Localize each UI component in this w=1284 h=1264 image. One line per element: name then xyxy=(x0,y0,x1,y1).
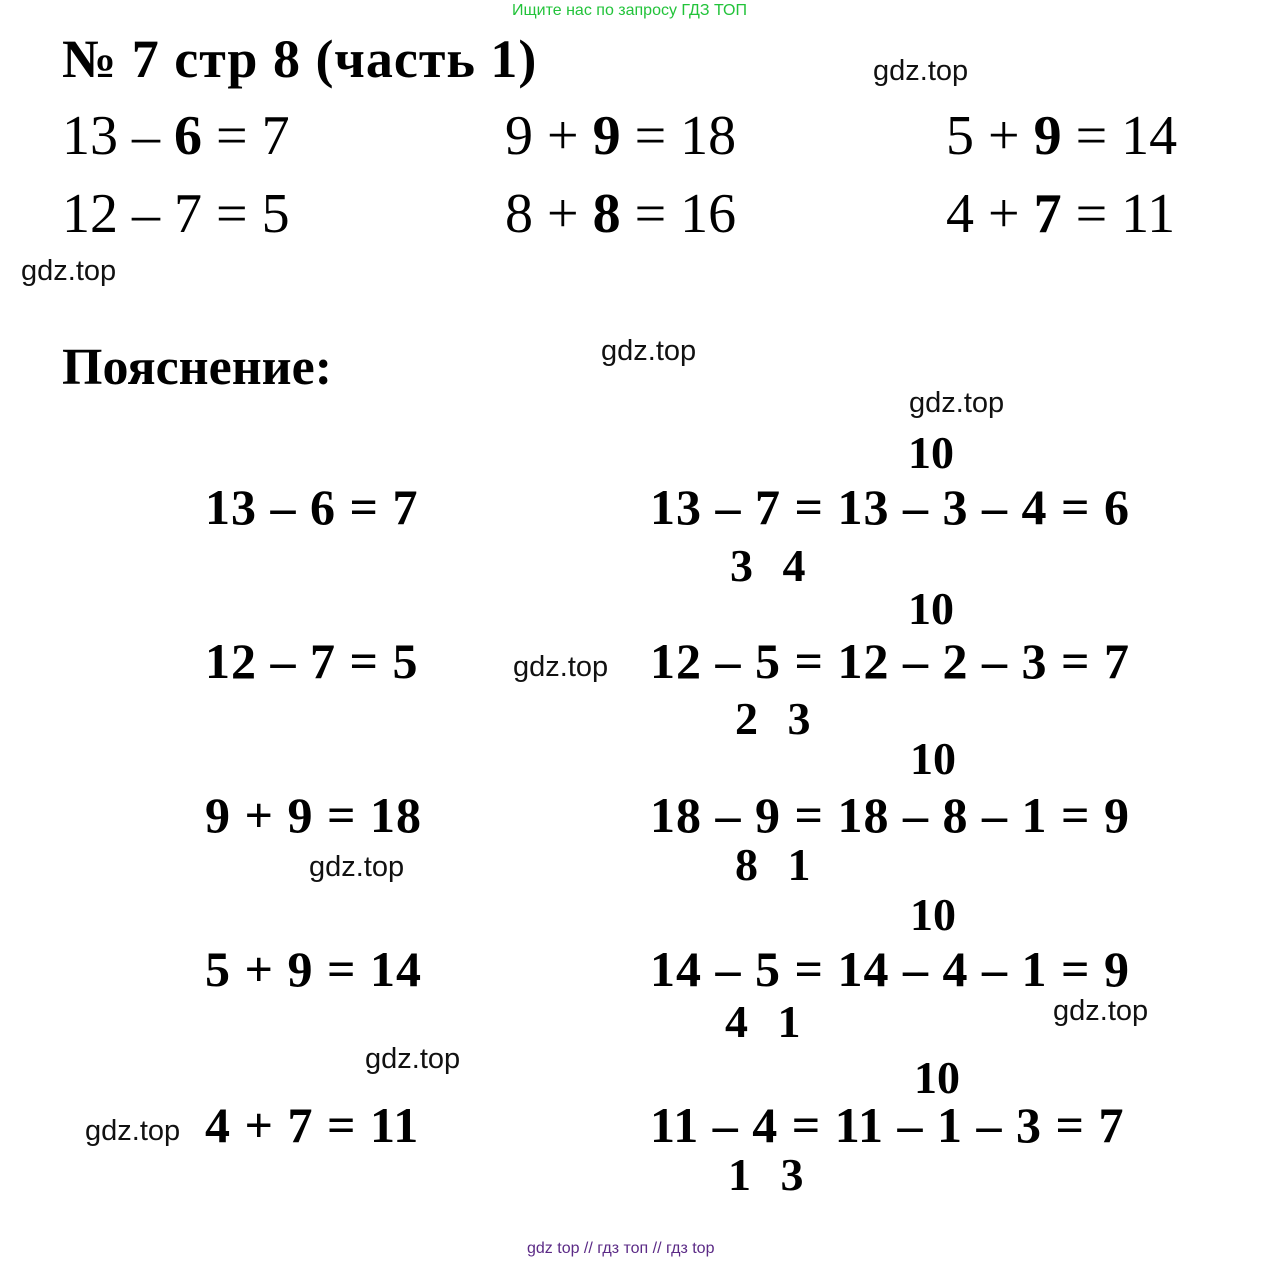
decomposition-2: 2 3 xyxy=(735,693,811,744)
explanation-title: Пояснение: xyxy=(62,339,333,396)
ten-label-2: 10 xyxy=(908,583,954,634)
left-equation-2: 12 – 7 = 5 xyxy=(205,633,419,689)
right-equation-2: 12 – 5 = 12 – 2 – 3 = 7 xyxy=(650,633,1130,689)
answer-2: 9 + 9 = 18 xyxy=(505,105,737,167)
ten-label-1: 10 xyxy=(908,427,954,478)
watermark: gdz.top xyxy=(601,335,697,367)
ten-label-3: 10 xyxy=(910,733,956,784)
right-equation-3: 18 – 9 = 18 – 8 – 1 = 9 xyxy=(650,787,1130,843)
answer-4: 12 – 7 = 5 xyxy=(62,183,290,245)
watermark: gdz.top xyxy=(309,851,405,883)
right-equation-5: 11 – 4 = 11 – 1 – 3 = 7 xyxy=(650,1097,1125,1153)
right-equation-4: 14 – 5 = 14 – 4 – 1 = 9 xyxy=(650,941,1130,997)
watermark: gdz.top xyxy=(1053,995,1149,1027)
answer-5: 8 + 8 = 16 xyxy=(505,183,737,245)
footer-links: gdz top // гдз топ // гдз top xyxy=(527,1240,715,1257)
watermark: gdz.top xyxy=(365,1043,461,1075)
ten-label-5: 10 xyxy=(914,1052,960,1103)
watermark: gdz.top xyxy=(873,55,969,87)
left-equation-3: 9 + 9 = 18 xyxy=(205,787,422,843)
answer-6: 4 + 7 = 11 xyxy=(946,183,1176,245)
decomposition-5: 1 3 xyxy=(728,1149,804,1200)
answer-1: 13 – 6 = 7 xyxy=(62,105,290,167)
decomposition-3: 8 1 xyxy=(735,839,811,890)
right-equation-1: 13 – 7 = 13 – 3 – 4 = 6 xyxy=(650,479,1130,535)
ten-label-4: 10 xyxy=(910,889,956,940)
watermark: gdz.top xyxy=(85,1115,181,1147)
watermark: gdz.top xyxy=(909,387,1005,419)
left-equation-4: 5 + 9 = 14 xyxy=(205,941,422,997)
left-equation-1: 13 – 6 = 7 xyxy=(205,479,419,535)
left-equation-5: 4 + 7 = 11 xyxy=(205,1097,420,1153)
search-banner: Ищите нас по запросу ГДЗ ТОП xyxy=(512,2,747,19)
watermark: gdz.top xyxy=(21,255,117,287)
page-title: № 7 стр 8 (часть 1) xyxy=(62,29,538,89)
watermark: gdz.top xyxy=(513,651,609,683)
answer-3: 5 + 9 = 14 xyxy=(946,105,1178,167)
decomposition-1: 3 4 xyxy=(730,540,806,591)
decomposition-4: 4 1 xyxy=(725,996,801,1047)
